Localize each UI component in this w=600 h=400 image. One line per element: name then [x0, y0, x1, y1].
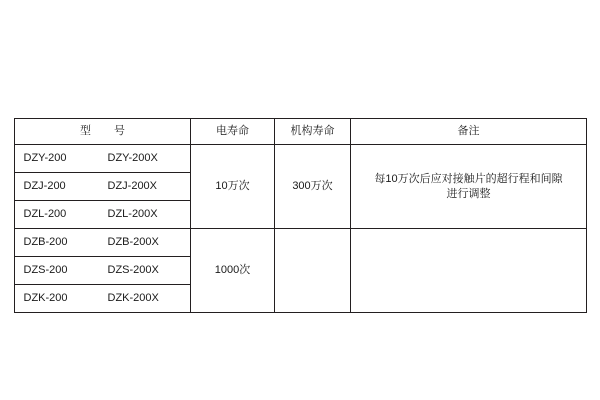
model-cell — [15, 201, 191, 229]
model-cell — [15, 257, 191, 285]
model-code-variant: DZJ-200X — [107, 180, 158, 193]
model-cell — [15, 285, 191, 313]
model-cell — [15, 173, 191, 201]
mechanical-life-cell — [275, 229, 351, 313]
header-mechanical-life: 机构寿命 — [275, 119, 351, 145]
model-code-primary: DZS-200 — [23, 264, 68, 277]
mechanical-life-cell: 300万次 — [275, 145, 351, 229]
electrical-life-cell: 10万次 — [191, 145, 275, 229]
model-code-primary: DZK-200 — [23, 292, 68, 305]
model-code-primary: DZJ-200 — [23, 180, 66, 193]
table-row — [15, 229, 587, 257]
model-code-primary: DZL-200 — [23, 208, 67, 221]
model-code-primary: DZY-200 — [23, 152, 67, 165]
table-row — [15, 145, 587, 173]
model-code-variant: DZB-200X — [107, 236, 159, 249]
remark-line-2: 进行调整 — [446, 187, 491, 200]
header-model: 型 号 — [15, 119, 191, 145]
header-electrical-life: 电寿命 — [191, 119, 275, 145]
header-remark: 备注 — [351, 119, 587, 145]
model-code-variant: DZS-200X — [107, 264, 159, 277]
remark-cell — [351, 145, 587, 229]
model-code-variant: DZL-200X — [107, 208, 158, 221]
spec-table-container — [14, 118, 586, 313]
spec-table — [14, 118, 587, 313]
model-cell — [15, 145, 191, 173]
model-code-variant: DZK-200X — [107, 292, 159, 305]
electrical-life-cell: 1000次 — [191, 229, 275, 313]
remark-cell — [351, 229, 587, 313]
model-cell — [15, 229, 191, 257]
model-code-variant: DZY-200X — [107, 152, 158, 165]
model-code-primary: DZB-200 — [23, 236, 68, 249]
table-header-row — [15, 119, 587, 145]
remark-line-1: 每10万次后应对接触片的超行程和间隙 — [374, 172, 563, 185]
